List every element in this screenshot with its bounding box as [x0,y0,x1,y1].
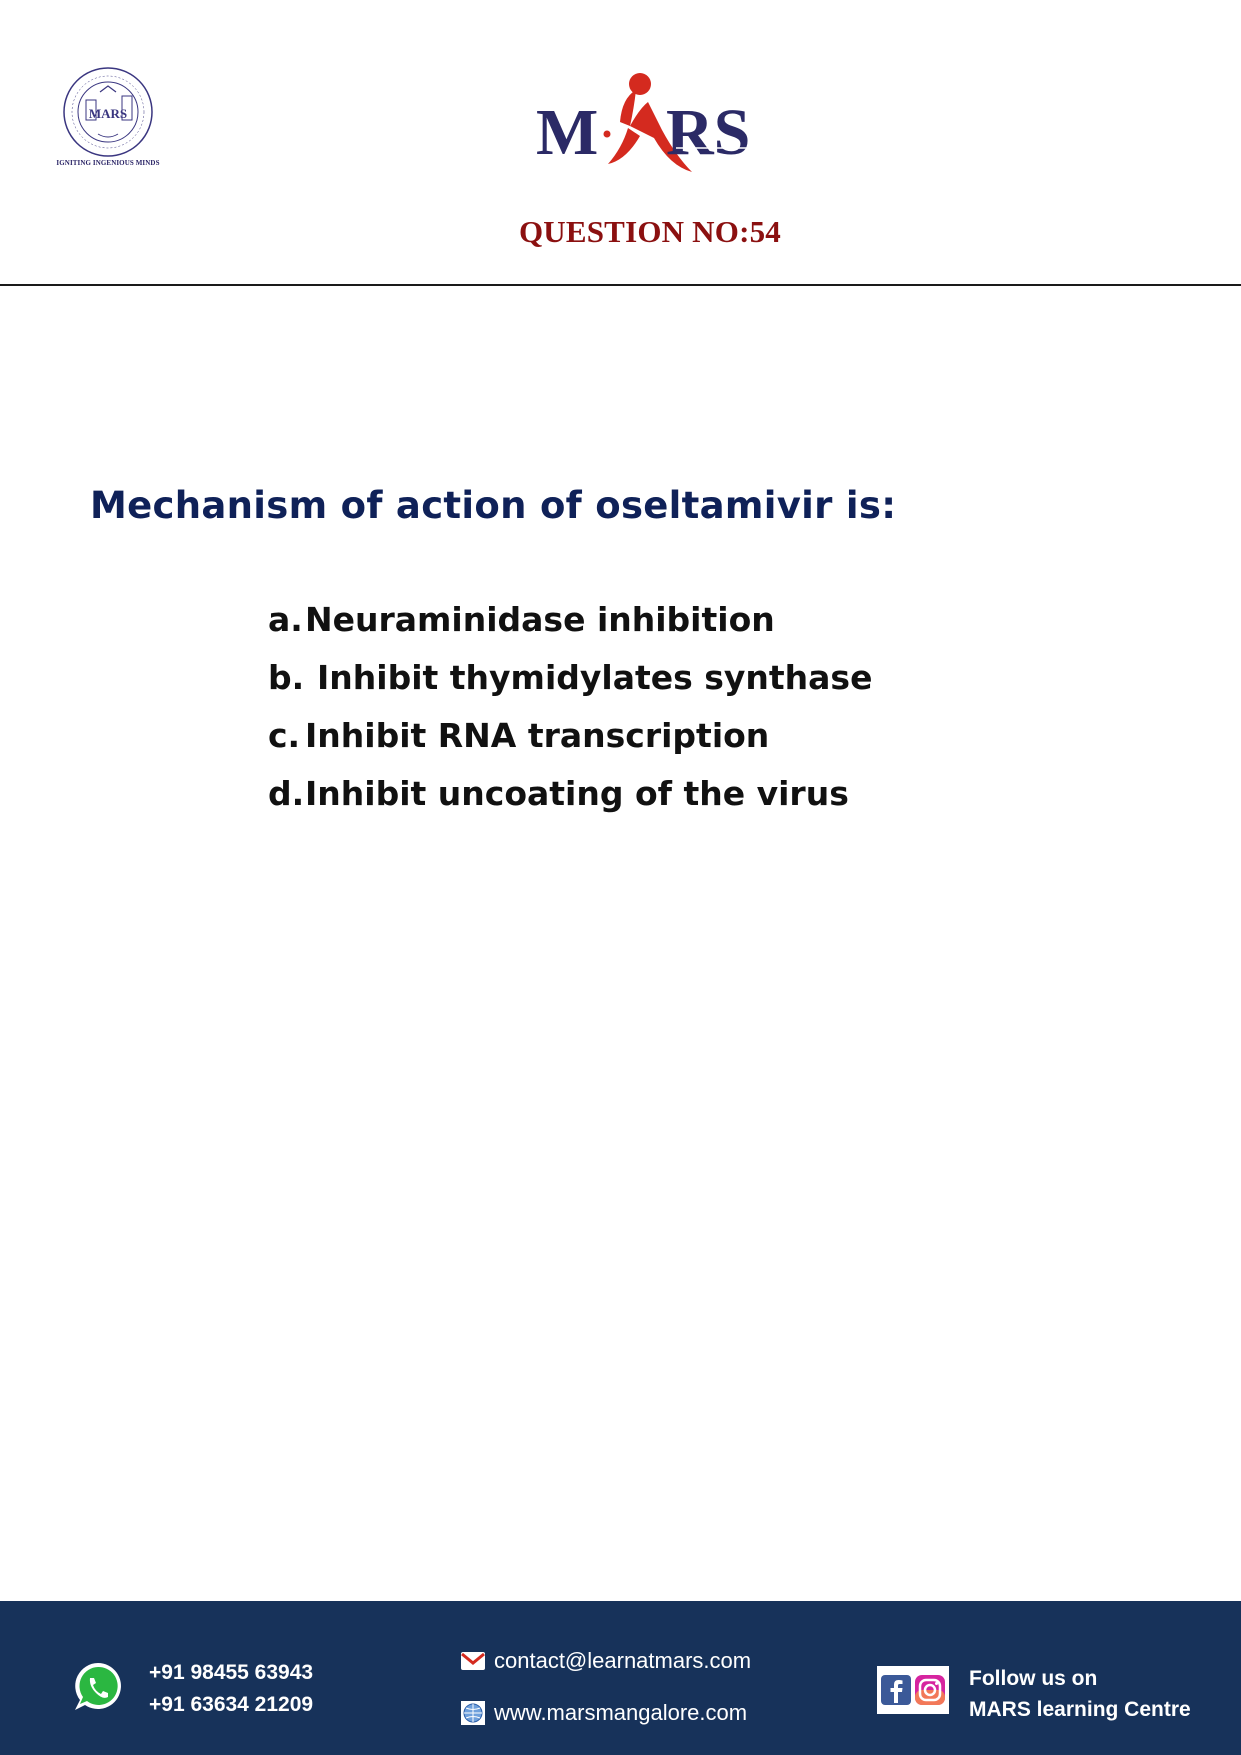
option-d [268,764,872,822]
svg-text:MARS: MARS [88,106,128,121]
option-text: Inhibit uncoating of the virus [305,773,849,813]
option-text: Neuraminidase inhibition [305,599,775,639]
website-link[interactable]: www.marsmangalore.com [494,1700,748,1725]
website-row [460,1695,751,1731]
phone-number-2[interactable]: +91 63634 21209 [149,1693,314,1716]
follow-line-2[interactable]: MARS learning Centre [969,1698,1191,1721]
seal-emblem-icon [52,66,164,158]
mars-logo [536,68,786,188]
option-letter: c. [268,715,301,755]
globe-icon [460,1700,486,1726]
phone-numbers [149,1657,313,1721]
whatsapp-icon [70,1659,126,1719]
contact-footer [0,1601,1241,1755]
academy-seal-logo [52,66,164,172]
option-text: Inhibit RNA transcription [305,715,770,755]
mars-logo-icon [536,68,786,188]
follow-line-1: Follow us on [969,1667,1098,1690]
question-number: QUESTION NO:54 [518,214,782,249]
option-letter: d. [268,773,305,813]
email-row [460,1643,751,1679]
question-text: Mechanism of action of oseltamivir is: [90,484,897,527]
instagram-icon[interactable] [915,1675,945,1705]
option-a [268,590,872,648]
svg-text:M: M [536,96,599,169]
social-icons [877,1666,949,1714]
seal-tagline: IGNITING INGENIOUS MINDS [56,159,160,167]
answer-options [268,590,872,822]
contact-links [460,1643,751,1731]
option-text: Inhibit thymidylates synthase [317,657,873,697]
email-link[interactable]: contact@learnatmars.com [494,1648,752,1673]
social-follow-text [969,1663,1191,1725]
header-divider [0,284,1241,286]
mail-icon [460,1650,486,1672]
option-b [268,648,872,706]
option-letter: a. [268,599,303,639]
option-letter: b. [268,657,305,697]
facebook-icon[interactable] [881,1675,911,1705]
svg-text:RS: RS [666,96,751,169]
phone-number-1[interactable]: +91 98455 63943 [149,1661,314,1684]
option-c [268,706,872,764]
